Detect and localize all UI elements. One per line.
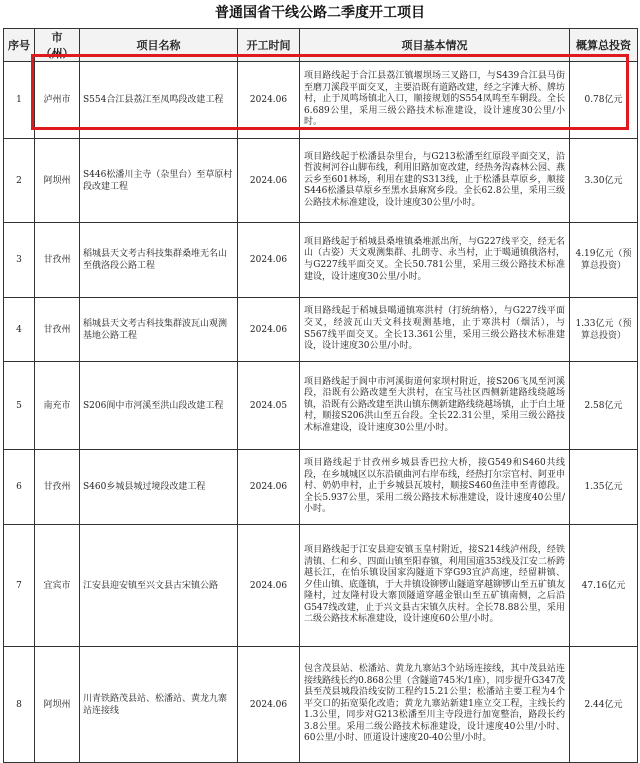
row-project-name: S206阆中市河溪至洪山段改建工程 bbox=[80, 362, 238, 450]
row-basic-info: 包含茂县站、松潘站、黄龙九寨站3个站场连接线，其中茂县站连接线路线长约0.868公里（含隧道745米/1座），同步提升G347茂县至茂县城段沿线安防工程约15.21公里；松潘站主要工程为4个平交口的拓宽渠化改造；黄龙九寨站新建1座立交工程，主线长约1.3公里，同步对G213松潘至川主寺段进行加宽整治，路段长约3.8公里。采用二级公路技术标准建设，设计速度40公里/小时、60公里/小时、匝道设计速度20-40公里/小时。 bbox=[300, 647, 570, 763]
table-row bbox=[4, 450, 638, 525]
row-basic-info: 项目路线起于甘孜州乡城县香巴拉大桥，接G549和S460共线段，在乡城城区以东沿硕曲河右岸布线，经热打尔宗官村、阿亚申村、奶奶申村，止于乡城县瓦坡村，顺接S460鱼洼申至青德段。全长5.937公里，采用二级公路技术标准建设，设计速度40公里/小时。 bbox=[300, 450, 570, 525]
row-investment: 0.78亿元 bbox=[570, 62, 638, 139]
row-project-name: 江安县迎安镇至兴文县古宋镇公路 bbox=[80, 525, 238, 647]
row-city: 泸州市 bbox=[35, 62, 80, 139]
row-project-name: 川青铁路茂县站、松潘站、黄龙九寨站连接线 bbox=[80, 647, 238, 763]
table-row bbox=[4, 139, 638, 223]
row-basic-info: 项目路线起于稻城县桑堆镇桑堆派出所，与G227线平交，经无名山（古姿）天文观测集群、扎朗寺、永当村，止于噶通镇俄洛村，与G227线平面交叉。全长50.781公里，采用三级公路技术标准建设，设计速度30公里/小时。 bbox=[300, 223, 570, 298]
table-row bbox=[4, 223, 638, 298]
table-row bbox=[4, 62, 638, 139]
row-basic-info: 项目路线起于松潘县杂里台，与G213松潘至红原段平面交叉，沿哲波柯河谷山脚布线，利用旧路加宽改建，经热务沟森林公园、燕云乡至601林场，利用在建的S313线，止于松潘县草原乡，顺接S446松潘县草原乡至黑水县麻窝乡段。全长62.8公里，采用三级公路技术标准建设，设计速度30公里/小时。 bbox=[300, 139, 570, 223]
table-row bbox=[4, 362, 638, 450]
header-start-time: 开工时间 bbox=[238, 29, 300, 62]
table-header-row bbox=[4, 29, 638, 62]
row-investment: 47.16亿元 bbox=[570, 525, 638, 647]
row-city: 阿坝州 bbox=[35, 139, 80, 223]
row-project-name: 稻城县天文考古科技集群桑堆无名山至俄洛段公路工程 bbox=[80, 223, 238, 298]
row-no: 6 bbox=[4, 450, 35, 525]
row-no: 8 bbox=[4, 647, 35, 763]
row-no: 5 bbox=[4, 362, 35, 450]
header-no: 序号 bbox=[4, 29, 35, 62]
row-start-time: 2024.06 bbox=[238, 139, 300, 223]
header-project-name: 项目名称 bbox=[80, 29, 238, 62]
row-start-time: 2024.06 bbox=[238, 223, 300, 298]
projects-table bbox=[3, 28, 638, 763]
row-start-time: 2024.06 bbox=[238, 298, 300, 362]
table-row bbox=[4, 647, 638, 763]
row-no: 2 bbox=[4, 139, 35, 223]
row-no: 3 bbox=[4, 223, 35, 298]
table-row bbox=[4, 298, 638, 362]
row-city: 甘孜州 bbox=[35, 298, 80, 362]
row-city: 甘孜州 bbox=[35, 223, 80, 298]
row-basic-info: 项目路线起于稻城县噶通镇寒洪村（打统纳格），与G227线平面交叉，经波瓦山天文科技观测基地，止于寒洪村（烟活），与S567线平面交叉。全长13.361公里，采用三级公路技术标准建设，设计速度30公里/小时。 bbox=[300, 298, 570, 362]
header-basic-info: 项目基本情况 bbox=[300, 29, 570, 62]
row-start-time: 2024.06 bbox=[238, 647, 300, 763]
row-basic-info: 项目路线起于江安县迎安镇玉皇村附近，接S214线泸州段，经铁清镇、仁和乡、四面山镇至阳春镇，利用国道353线及江安二桥跨越长江，在怡乐镇设国家沟隧道下穿G93宜泸高速，经留耕镇、夕佳山镇、底蓬镇，于大井镇设铆锣山隧道穿越铆锣山至五矿镇友隆村，过友隆村设大寨顶隧道穿越金银山至五矿镇南侧，之后沿G547线改建，止于兴文县古宋镇久庆村。全长78.88公里，采用二级公路技术标准建设，设计速度60公里/小时。 bbox=[300, 525, 570, 647]
row-investment: 2.44亿元 bbox=[570, 647, 638, 763]
row-investment: 4.19亿元（预算总投资） bbox=[570, 223, 638, 298]
row-no: 7 bbox=[4, 525, 35, 647]
row-start-time: 2024.06 bbox=[238, 62, 300, 139]
row-start-time: 2024.06 bbox=[238, 450, 300, 525]
row-project-name: S446松潘川主寺（杂里台）至草原村段改建工程 bbox=[80, 139, 238, 223]
page-title: 普通国省干线公路二季度开工项目 bbox=[215, 5, 425, 21]
row-start-time: 2024.06 bbox=[238, 525, 300, 647]
row-basic-info: 项目路线起于合江县荔江镇堰坝场三叉路口，与S439合江县马街至磨刀溪段平面交叉，主要沿既有道路改建，经之字滩大桥、牌坊村，止于凤鸣场镇北入口，顺接规划的S554凤鸣至车辋段。全长6.689公里，采用三级公路技术标准建设，设计速度30公里/小时。 bbox=[300, 62, 570, 139]
row-investment: 2.58亿元 bbox=[570, 362, 638, 450]
header-investment: 概算总投资 bbox=[570, 29, 638, 62]
header-city: 市（州） bbox=[35, 29, 80, 62]
row-project-name: 稻城县天文考古科技集群波瓦山观测基地公路工程 bbox=[80, 298, 238, 362]
row-basic-info: 项目路线起于阆中市河溪街道何家坝村附近，接S206飞凤至河溪段，沿既有公路改建至大洪村，在宝马社区西侧新建路线绕越场镇，沿既有公路改建至洪山镇东侧新建路线绕越场镇，止于白土垭村，顺接S206洪山至五台段。全长22.31公里，采用三级公路技术标准建设，设计速度30公里/小时。 bbox=[300, 362, 570, 450]
row-investment: 1.33亿元（预算总投资） bbox=[570, 298, 638, 362]
row-no: 1 bbox=[4, 62, 35, 139]
row-project-name: S460乡城县城过境段改建工程 bbox=[80, 450, 238, 525]
row-investment: 1.35亿元 bbox=[570, 450, 638, 525]
row-start-time: 2024.05 bbox=[238, 362, 300, 450]
row-no: 4 bbox=[4, 298, 35, 362]
row-city: 南充市 bbox=[35, 362, 80, 450]
row-city: 阿坝州 bbox=[35, 647, 80, 763]
row-city: 甘孜州 bbox=[35, 450, 80, 525]
row-project-name: S554合江县荔江至凤鸣段改建工程 bbox=[80, 62, 238, 139]
table-row bbox=[4, 525, 638, 647]
row-investment: 3.30亿元 bbox=[570, 139, 638, 223]
row-city: 宜宾市 bbox=[35, 525, 80, 647]
